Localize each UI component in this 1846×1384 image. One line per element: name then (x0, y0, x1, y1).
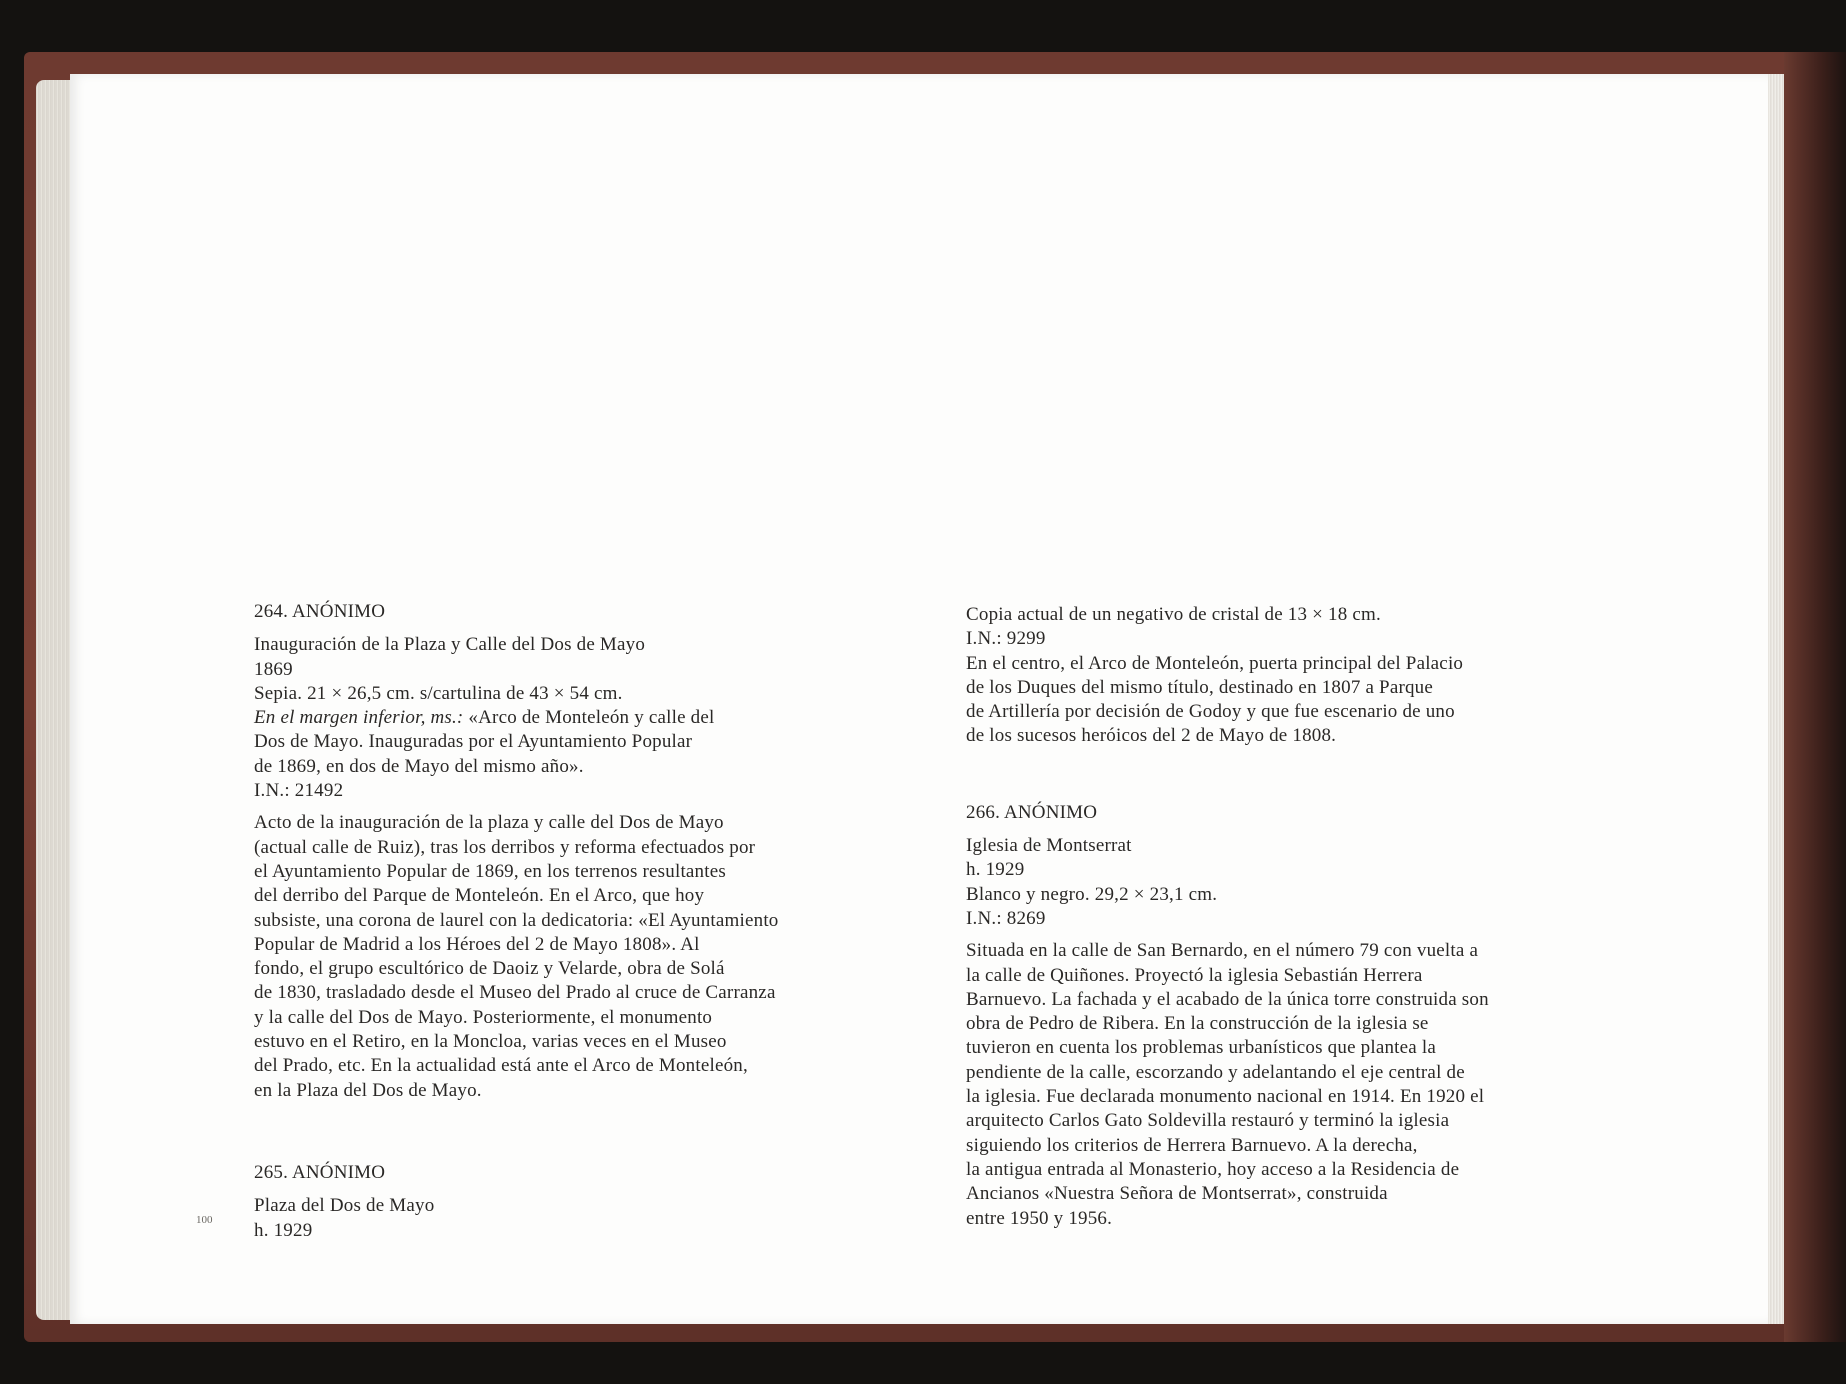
description-line: Popular de Madrid a los Héroes del 2 de Mayo 1808». Al (254, 933, 700, 955)
facing-page-edge (1784, 52, 1846, 1342)
description-line: en la Plaza del Dos de Mayo. (254, 1079, 482, 1101)
entry-description (966, 939, 1626, 1231)
description-line: del Prado, etc. En la actualidad está ante el Arco de Monteleón, (254, 1055, 748, 1077)
entry-title: Inauguración de la Plaza y Calle del Dos de Mayo (254, 634, 646, 656)
left-column (254, 600, 914, 1243)
entry-heading: 264. ANÓNIMO (254, 601, 386, 622)
catalog-entry-264 (254, 600, 914, 1103)
inscription-line: Dos de Mayo. Inauguradas por el Ayuntamiento Popular (254, 731, 693, 753)
description-line: Ancianos «Nuestra Señora de Montserrat», construida (966, 1183, 1388, 1205)
catalog-entry-266 (966, 801, 1626, 1231)
entry-heading: 266. ANÓNIMO (966, 801, 1098, 823)
description-line: obra de Pedro de Ribera. En la construcción de la iglesia se (966, 1013, 1429, 1035)
entry-title: Iglesia de Montserrat (966, 835, 1132, 857)
right-column (966, 603, 1626, 1231)
description-line: En el centro, el Arco de Monteleón, puerta principal del Palacio (966, 652, 1464, 674)
entry-technique: Copia actual de un negativo de cristal de 13 × 18 cm. (966, 604, 1381, 625)
description-line: pendiente de la calle, escorzando y adelantando el eje central de (966, 1061, 1465, 1083)
catalog-entry-265-continued (966, 603, 1626, 749)
entry-date: 1869 (254, 658, 293, 680)
description-line: de los sucesos heróicos del 2 de Mayo de 1808. (966, 725, 1337, 747)
description-line: (actual calle de Ruiz), tras los derribos y reforma efectuados por (254, 836, 756, 858)
entry-title: Plaza del Dos de Mayo (254, 1195, 435, 1217)
description-line: Barnuevo. La fachada y el acabado de la única torre construida son (966, 988, 1489, 1010)
description-line: la iglesia. Fue declarada monumento nacional en 1914. En 1920 el (966, 1086, 1485, 1108)
description-line: Acto de la inauguración de la plaza y calle del Dos de Mayo (254, 812, 724, 834)
page-number: 100 (196, 1214, 213, 1226)
entry-date: h. 1929 (254, 1219, 313, 1241)
entry-inventory: I.N.: 9299 (966, 628, 1046, 650)
description-line: siguiendo los criterios de Herrera Barnuevo. A la derecha, (966, 1134, 1418, 1156)
catalog-entry-265 (254, 1161, 914, 1243)
entry-technique: Blanco y negro. 29,2 × 23,1 cm. (966, 883, 1218, 905)
entry-inventory: I.N.: 21492 (254, 780, 344, 802)
entry-date: h. 1929 (966, 859, 1025, 881)
description-line: arquitecto Carlos Gato Soldevilla restauró y terminó la iglesia (966, 1110, 1450, 1132)
inscription-line: de 1869, en dos de Mayo del mismo año». (254, 755, 584, 777)
entry-inscription (254, 706, 914, 730)
inscription-text: «Arco de Monteleón y calle del (463, 707, 715, 729)
description-line: y la calle del Dos de Mayo. Posteriormente, el monumento (254, 1006, 713, 1028)
description-line: Situada en la calle de San Bernardo, en el número 79 con vuelta a (966, 940, 1479, 962)
page-edges-right (1768, 74, 1784, 1324)
description-line: de los Duques del mismo título, destinado en 1807 a Parque (966, 676, 1434, 698)
description-line: fondo, el grupo escultórico de Daoiz y Velarde, obra de Solá (254, 958, 725, 980)
description-line: la calle de Quiñones. Proyectó la iglesia Sebastián Herrera (966, 964, 1423, 986)
entry-description (254, 811, 914, 1103)
entry-inventory: I.N.: 8269 (966, 907, 1046, 929)
description-line: tuvieron en cuenta los problemas urbanísticos que plantea la (966, 1037, 1436, 1059)
description-line: de 1830, trasladado desde el Museo del Prado al cruce de Carranza (254, 982, 776, 1004)
description-line: la antigua entrada al Monasterio, hoy acceso a la Residencia de (966, 1158, 1460, 1180)
entry-description (966, 652, 1626, 749)
entry-heading: 265. ANÓNIMO (254, 1161, 386, 1183)
entry-technique: Sepia. 21 × 26,5 cm. s/cartulina de 43 × 54 cm. (254, 682, 623, 704)
inscription-label: En el margen inferior, ms.: (254, 707, 464, 729)
description-line: entre 1950 y 1956. (966, 1207, 1113, 1229)
description-line: del derribo del Parque de Monteleón. En el Arco, que hoy (254, 885, 705, 907)
description-line: subsiste, una corona de laurel con la dedicatoria: «El Ayuntamiento (254, 909, 779, 931)
description-line: estuvo en el Retiro, en la Moncloa, varias veces en el Museo (254, 1031, 727, 1053)
description-line: el Ayuntamiento Popular de 1869, en los terrenos resultantes (254, 860, 726, 882)
description-line: de Artillería por decisión de Godoy y que fue escenario de uno (966, 701, 1455, 723)
